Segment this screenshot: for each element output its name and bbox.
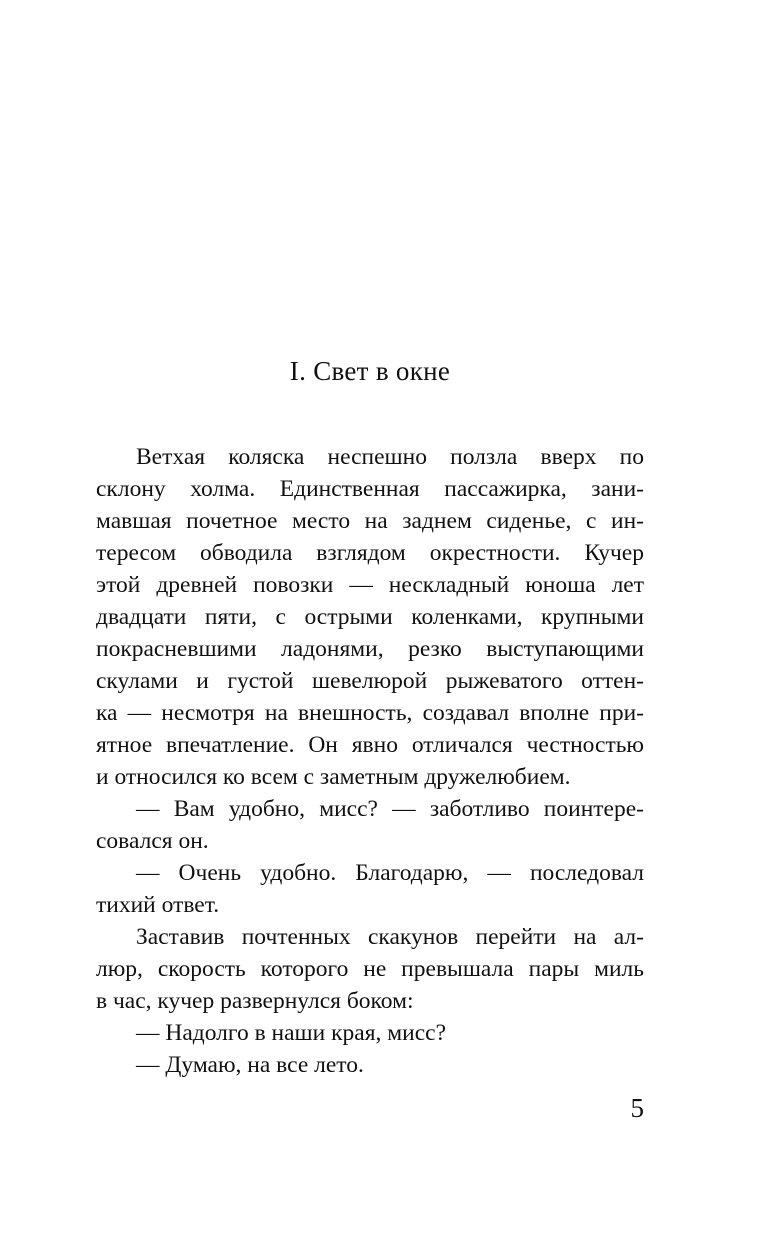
text-line: в час, кучер развернулся боком: — [96, 988, 414, 1014]
text-line: покрасневшими ладонями, резко выступающими — [96, 636, 644, 662]
text-line: и относился ко всем с заметным дружелюбием. — [96, 764, 571, 790]
page-number: 5 — [630, 1093, 644, 1123]
chapter-title — [0, 356, 740, 387]
text-line: — Вам удобно, мисс? — заботливо поинтере- — [136, 796, 644, 822]
text-line: Заставив почтенных скакунов перейти на ал- — [136, 924, 644, 950]
text-line: — Думаю, на все лето. — [136, 1052, 364, 1078]
chapter-number: I. — [289, 356, 307, 386]
text-line: Ветхая коляска неспешно ползла вверх по — [136, 444, 644, 470]
text-line: двадцати пяти, с острыми коленками, крупными — [96, 604, 644, 630]
text-line: люр, скорость которого не превышала пары миль — [96, 956, 644, 982]
text-line: совался он. — [96, 828, 209, 854]
text-line: склону холма. Единственная пассажирка, зани- — [96, 476, 644, 502]
body-text — [96, 441, 644, 1081]
text-line: этой древней повозки — нескладный юноша лет — [96, 572, 644, 598]
text-line: тихий ответ. — [96, 892, 220, 918]
chapter-name: Свет в окне — [313, 356, 451, 386]
text-line: ка — несмотря на внешность, создавал вполне при- — [96, 700, 644, 726]
text-line: мавшая почетное место на заднем сиденье, с ин- — [96, 508, 644, 534]
text-line: ятное впечатление. Он явно отличался честностью — [96, 732, 644, 758]
text-line: скулами и густой шевелюрой рыжеватого оттен- — [96, 668, 644, 694]
text-line: тересом обводила взглядом окрестности. Кучер — [96, 540, 644, 566]
text-line: — Очень удобно. Благодарю, — последовал — [136, 860, 644, 886]
text-line: — Надолго в наши края, мисс? — [136, 1020, 446, 1046]
